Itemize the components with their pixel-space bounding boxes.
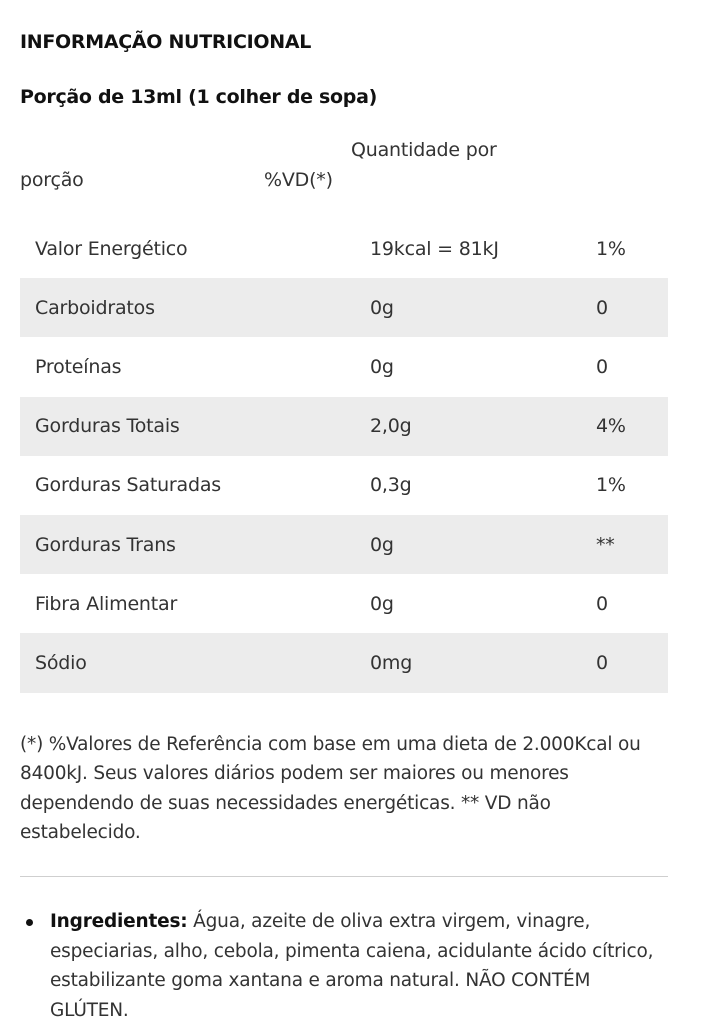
nutrient-vd: ** <box>596 533 615 556</box>
nutrient-vd: 1% <box>596 237 626 260</box>
list-item <box>20 907 660 1025</box>
nutrient-name: Sódio <box>35 651 87 674</box>
table-row <box>20 456 668 515</box>
nutrient-name: Carboidratos <box>35 296 155 319</box>
table-row <box>20 337 668 396</box>
divider <box>20 876 668 877</box>
nutrient-quantity: 0g <box>370 592 394 615</box>
nutrient-quantity: 0g <box>370 296 394 319</box>
table-row <box>20 278 668 337</box>
nutrient-name: Fibra Alimentar <box>35 592 178 615</box>
table-row <box>20 219 668 278</box>
nutrient-vd: 4% <box>596 415 626 438</box>
table-row <box>20 515 668 574</box>
nutrient-name: Gorduras Saturadas <box>35 474 221 497</box>
nutrient-name: Gorduras Totais <box>35 415 180 438</box>
header-quantity: Quantidade por <box>351 139 497 161</box>
nutrient-quantity: 0,3g <box>370 474 412 497</box>
table-row <box>20 633 668 692</box>
nutrient-quantity: 0mg <box>370 651 413 674</box>
nutrient-name: Gorduras Trans <box>35 533 176 556</box>
nutrition-table <box>20 219 668 693</box>
nutrient-quantity: 2,0g <box>370 415 412 438</box>
nutrition-title: INFORMAÇÃO NUTRICIONAL <box>20 31 312 53</box>
nutrient-vd: 0 <box>596 355 608 378</box>
header-portion: porção <box>20 169 84 191</box>
nutrient-name: Valor Energético <box>35 237 188 260</box>
nutrient-vd: 0 <box>596 296 608 319</box>
bullet-icon <box>26 919 33 926</box>
footnote: (*) %Valores de Referência com base em uma dieta de 2.000Kcal ou 8400kJ. Seus valores diários podem ser maiores ou menores dependendo de suas necessidades energéticas. ** VD não estabelecido. <box>20 734 641 843</box>
nutrient-vd: 0 <box>596 592 608 615</box>
nutrient-vd: 1% <box>596 474 626 497</box>
header-vd: %VD(*) <box>264 169 333 191</box>
ingredients-list <box>20 907 660 1025</box>
table-row <box>20 397 668 456</box>
nutrient-quantity: 0g <box>370 355 394 378</box>
table-row <box>20 574 668 633</box>
ingredients-label: Ingredientes: <box>50 911 188 932</box>
portion-size: Porção de 13ml (1 colher de sopa) <box>20 86 377 108</box>
nutrient-vd: 0 <box>596 651 608 674</box>
ingredients-text: Água, azeite de oliva extra virgem, vinagre, especiarias, alho, cebola, pimenta caiena, acidulante ácido cítrico, estabilizante goma xantana e aroma natural. NÃO CONTÉM GLÚTEN. <box>50 911 654 1021</box>
nutrient-name: Proteínas <box>35 355 122 378</box>
nutrient-quantity: 19kcal = 81kJ <box>370 237 499 260</box>
nutrient-quantity: 0g <box>370 533 394 556</box>
